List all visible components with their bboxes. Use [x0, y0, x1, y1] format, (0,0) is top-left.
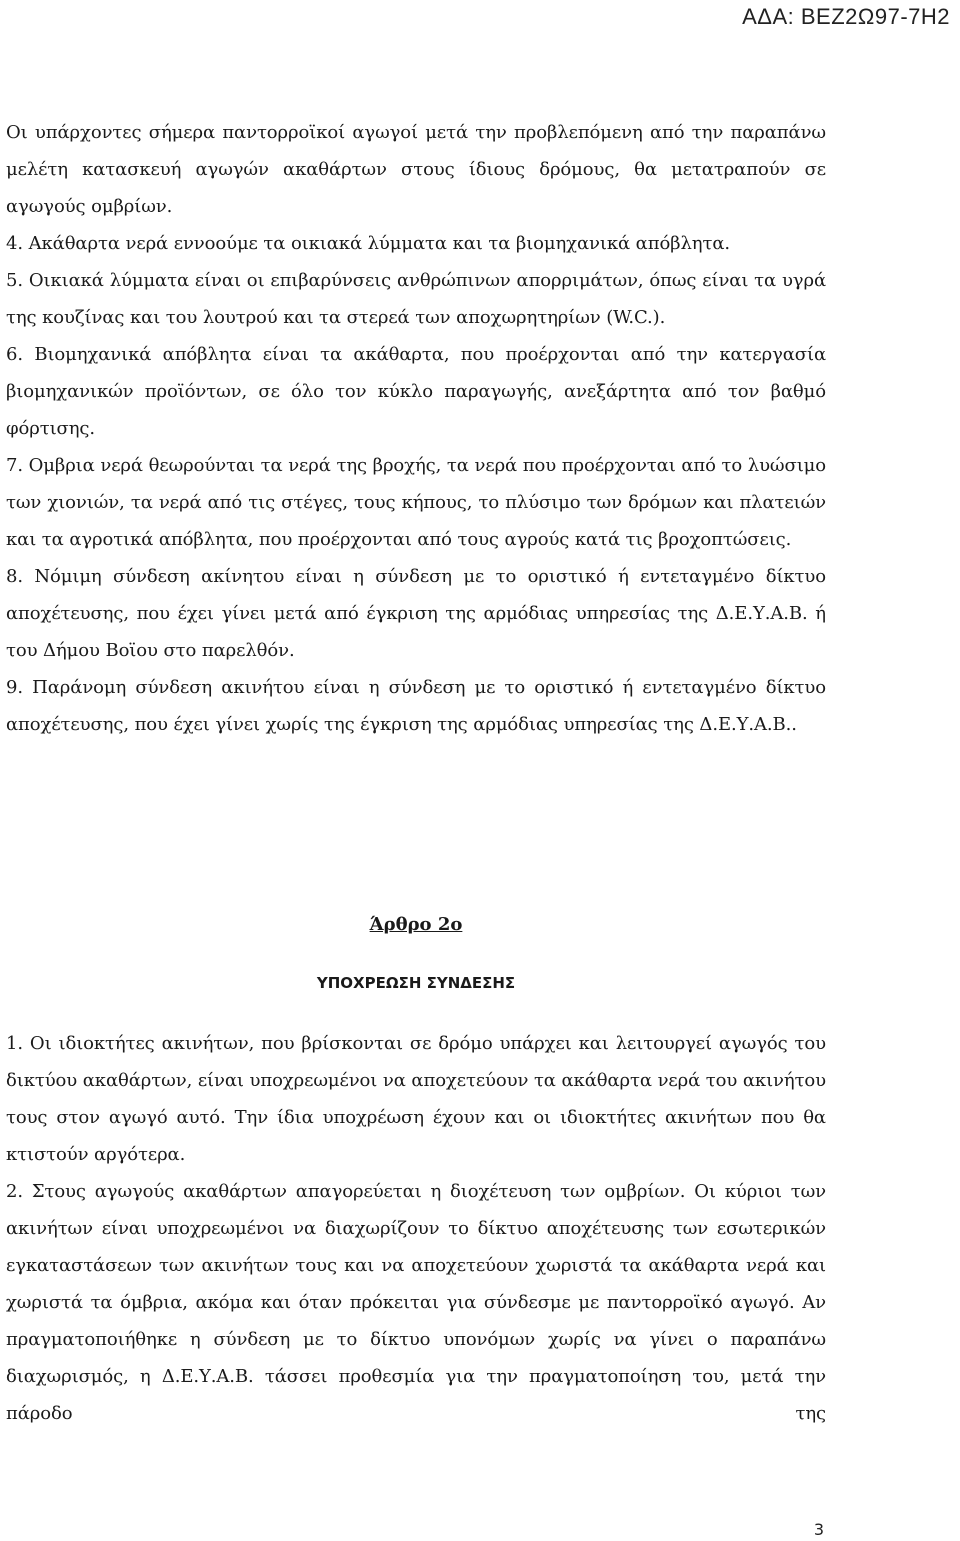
paragraph-intro: Οι υπάρχοντες σήμερα παντορροϊκοί αγωγοί μετά την προβλεπόμενη από την παραπάνω μελέτη κατασκευή αγωγών ακαθάρτων στους ίδιους δρόμους, θα μετατραπούν σε αγωγούς ομβρίων. — [6, 122, 826, 217]
section-title: ΥΠΟΧΡΕΩΣΗ ΣΥΝΔΕΣΗΣ — [316, 974, 516, 992]
ada-code: ΑΔΑ: ΒΕΖ2Ω97-7Η2 — [742, 4, 950, 29]
paragraph-definition-8: 8. Νόμιμη σύνδεση ακίνητου είναι η σύνδεση με το οριστικό ή εντεταγμένο δίκτυο αποχέτευσης, που έχει γίνει μετά από έγκριση της αρμόδιας υπηρεσίας της Δ.Ε.Υ.Α.Β. ή του Δήμου Βοϊου στο παρελθόν. — [6, 566, 826, 661]
body-top — [6, 114, 826, 743]
paragraph-definition-5: 5. Οικιακά λύμματα είναι οι επιβαρύνσεις ανθρώπινων απορριμάτων, όπως είναι τα υγρά της κουζίνας και του λουτρού και τα στερεά των αποχωρητηρίων (W.C.). — [6, 270, 826, 328]
paragraph-obligation-2: 2. Στους αγωγούς ακαθάρτων απαγορεύεται η διοχέτευση των ομβρίων. Οι κύριοι των ακινήτων είναι υποχρεωμένοι να διαχωρίζουν το δίκτυο αποχέτευσης των εσωτερικών εγκαταστάσεων των ακινήτων τους και να αποχετεύουν χωριστά τα ακάθαρτα νερά και χωριστά τα όμβρια, ακόμα και όταν πρόκειται για σύνδεσμε με παντορροϊκό αγωγό. Αν πραγματοποιήθηκε η σύνδεση με το δίκτυο υπονόμων χωρίς να γίνει ο παραπάνω διαχωρισμός, η Δ.Ε.Υ.Α.Β. τάσσει προθεσμία για την πραγματοποίηση του, μετά την πάροδο της — [6, 1181, 826, 1424]
paragraph-obligation-1: 1. Οι ιδιοκτήτες ακινήτων, που βρίσκονται σε δρόμο υπάρχει και λειτουργεί αγωγός του δικτύου ακαθάρτων, είναι υποχρεωμένοι να αποχετεύουν τα ακάθαρτα νερά του ακινήτου τους στον αγωγό αυτό. Την ίδια υποχρέωση έχουν και οι ιδιοκτήτες ακινήτων που θα κτιστούν αργότερα. — [6, 1033, 826, 1165]
article-title: Άρθρο 2ο — [369, 914, 463, 935]
paragraph-definition-7: 7. Ομβρια νερά θεωρούνται τα νερά της βροχής, τα νερά που προέρχονται από το λυώσιμο των χιονιών, τα νερά από τις στέγες, τους κήπους, το πλύσιμο των δρόμων και πλατειών και τα αγροτικά απόβλητα, που προέρχονται από τους αγρούς κατά τις βροχοπτώσεις. — [6, 455, 826, 550]
paragraph-definition-9: 9. Παράνομη σύνδεση ακινήτου είναι η σύνδεση με το οριστικό ή εντεταγμένο δίκτυο αποχέτευσης, που έχει γίνει χωρίς της έγκριση της αρμόδιας υπηρεσίας της Δ.Ε.Υ.Α.Β.. — [6, 677, 826, 735]
body-bottom — [6, 1025, 826, 1432]
paragraph-definition-4: 4. Ακάθαρτα νερά εννοούμε τα οικιακά λύμματα και τα βιομηχανικά απόβλητα. — [6, 233, 731, 254]
paragraph-definition-6: 6. Βιομηχανικά απόβλητα είναι τα ακάθαρτα, που προέρχονται από την κατεργασία βιομηχανικών προϊόντων, σε όλο τον κύκλο παραγωγής, ανεξάρτητα από τον βαθμό φόρτισης. — [6, 344, 826, 439]
page-number: 3 — [813, 1520, 824, 1539]
